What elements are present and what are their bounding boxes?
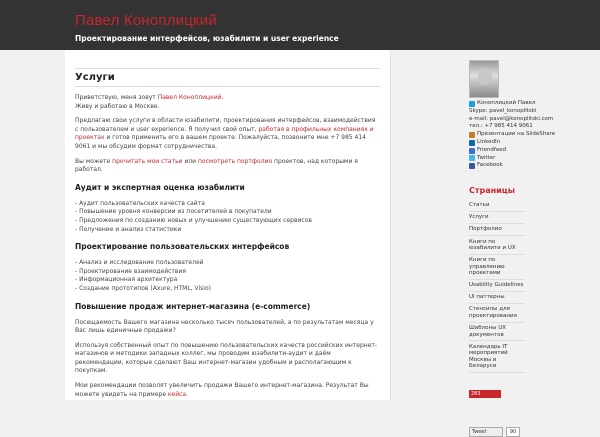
text: . <box>221 94 224 101</box>
text: Коноплицкий Павел <box>477 100 536 106</box>
site-title[interactable]: Павел Коноплицкий <box>75 12 217 29</box>
sidebar-item-services[interactable]: Услуги <box>469 212 525 224</box>
list-item: - Повышение уровня конверсии из посетителей в покупатели <box>75 208 272 216</box>
contact-phone <box>469 123 533 131</box>
audit-heading: Аудит и экспертная оценка юзабилити <box>75 182 245 192</box>
text: Skype: pavel_konoplitski <box>469 107 537 114</box>
list-item: - Проектирование взаимодействия <box>75 267 186 275</box>
articles-link[interactable]: прочитать мои статьи <box>112 157 183 165</box>
audit-list <box>75 200 380 234</box>
design-list <box>75 259 380 293</box>
text: Презентации на SlideShare <box>477 131 556 138</box>
sidebar <box>390 50 556 435</box>
pages-list <box>469 200 525 373</box>
sidebar-item-calendar[interactable]: Календарь IT мероприятий Москвы и Беларуси <box>469 341 525 373</box>
text: Вы можете <box>75 157 113 165</box>
text: Живу и работаю в Москве. <box>75 102 160 110</box>
linkedin-link[interactable] <box>469 139 525 147</box>
text: Twitter <box>477 154 496 161</box>
list-item: - Анализ и исследование пользователей <box>75 259 204 267</box>
author-link[interactable]: Павел Коноплицкий <box>157 94 222 101</box>
contact-email[interactable] <box>469 115 554 124</box>
twitter-icon <box>469 155 475 161</box>
text: . <box>186 390 189 398</box>
slideshare-icon <box>469 132 475 138</box>
list-item: - Предложения по созданию новых и улучшению существующих сервисов <box>75 216 312 224</box>
design-heading: Проектирование пользовательских интерфейсов <box>75 242 290 252</box>
text: и готов применить его в вашем проекте. Пожалуйста, позвоните мне +7 985 414 9061 и мы обсудим формат сотрудничества. <box>75 134 366 150</box>
sidebar-item-portfolio[interactable]: Портфолио <box>469 224 525 236</box>
avatar-face <box>478 68 492 85</box>
text: Friendfeed <box>477 146 507 153</box>
intro-paragraph <box>75 94 380 111</box>
linkedin-icon <box>469 140 475 146</box>
friendfeed-link[interactable] <box>469 147 525 155</box>
text: Приветствую, меня зовут <box>75 94 158 101</box>
services-paragraph <box>75 117 380 151</box>
list-item: - Аудит пользовательских качеств сайта <box>75 199 205 207</box>
twitter-link[interactable] <box>469 155 525 163</box>
text: LinkedIn <box>477 138 501 145</box>
page-wrapper <box>65 50 556 435</box>
sidebar-item-ux-templates[interactable]: Шаблоны UX документов <box>469 323 525 342</box>
case-link[interactable]: кейса <box>167 390 187 398</box>
list-item: - Получение и анализ статистики <box>75 225 182 233</box>
sidebar-item-ui-patterns[interactable]: UI паттерны <box>469 292 525 304</box>
contact-block <box>469 100 556 170</box>
sidebar-item-pm-books[interactable]: Книги по управлению проектами <box>469 255 525 280</box>
pages-heading: Страницы <box>469 186 515 195</box>
experience-link[interactable]: работая в профильных компаниях и проектах <box>75 125 374 142</box>
list-item: - Информационная архитектура <box>75 276 178 284</box>
text: проектов, над которыми я работал. <box>75 157 358 174</box>
tweet-button[interactable]: Tweet <box>469 427 503 437</box>
avatar <box>469 60 499 98</box>
facebook-icon <box>469 163 475 169</box>
sidebar-item-guidelines[interactable]: Usability Guidelines <box>469 280 525 292</box>
skype-icon <box>469 101 475 107</box>
sales-paragraph-2: Используя собственный опыт по повышению пользовательских качеств российских интернет-магазинов и методики западных коллег, мы проводим юзабилити-аудит и даём рекомендации, которые сделают Ваш интернет-магазин удобным и располагающим к покупкам. <box>75 341 378 375</box>
sidebar-item-articles[interactable]: Статьи <box>469 200 525 212</box>
sidebar-item-ux-books[interactable]: Книги по юзабилити и UX <box>469 236 525 255</box>
site-description: Проектирование интерфейсов, юзабилити и user experience <box>75 34 339 43</box>
text: Facebook <box>477 162 503 169</box>
sales-paragraph-3 <box>75 382 380 399</box>
links-paragraph <box>75 158 380 175</box>
sales-paragraph-1: Посещаемость Вашего магазина несколько тысяч пользователей, а по результатам месяца у Вас лишь единичные продажи? <box>75 318 374 335</box>
sidebar-item-stencils[interactable]: Стенсилы для проектирования <box>469 304 525 323</box>
friendfeed-icon <box>469 148 475 154</box>
page-title: Услуги <box>75 68 380 87</box>
sales-heading: Повышение продаж интернет-магазина (e-commerce) <box>75 301 311 311</box>
text: тел.: +7 985 414 9061 <box>469 123 533 130</box>
text: e-mail: pavel@konoplitski.com <box>469 115 554 122</box>
portfolio-link[interactable]: посмотреть портфолио <box>197 157 273 165</box>
text: Предлагаю свои услуги в области юзабилити, проектирования интерфейсов, взаимодействия с пользователем и user experience. Я получил свой опыт, <box>75 117 376 133</box>
tweet-count: 90 <box>506 427 520 437</box>
text: или <box>182 157 198 165</box>
text: Мои рекомендации позволят увеличить продажи Вашего интернет-магазина. Результат Вы можете увидеть на примере <box>75 382 369 398</box>
contact-name[interactable] <box>469 100 536 108</box>
visit-counter[interactable]: 283 <box>469 390 501 398</box>
contact-skype <box>469 107 537 116</box>
site-header <box>0 0 600 50</box>
facebook-link[interactable] <box>469 162 525 170</box>
list-item: - Создание прототипов (Axure, HTML, Visio) <box>75 284 211 292</box>
main-content <box>75 68 380 405</box>
slideshare-link[interactable] <box>469 131 556 139</box>
